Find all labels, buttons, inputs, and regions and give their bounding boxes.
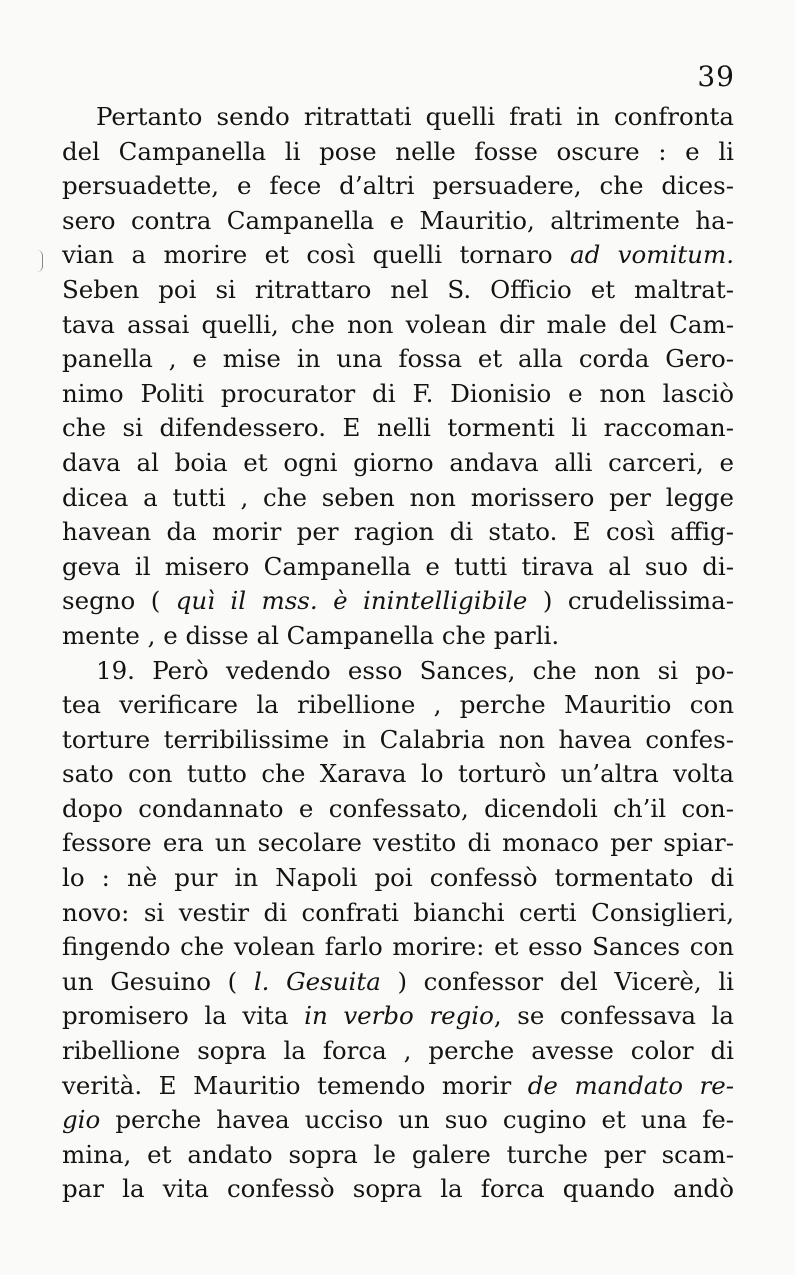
text-line	[62, 861, 734, 896]
text-segment: mente , e disse al Campanella che parli.	[62, 620, 560, 650]
text-segment: dava al boia et ogni giorno andava alli carceri, e	[62, 447, 734, 477]
text-line	[62, 515, 734, 550]
text-line	[62, 204, 734, 239]
text-segment: vian a morire et così quelli tornaro	[62, 240, 570, 270]
text-segment: verità. E Mauritio temendo morir	[62, 1070, 528, 1100]
text-line	[62, 446, 734, 481]
text-line	[62, 688, 734, 723]
text-line	[62, 377, 734, 412]
text-segment: ) crudelissima-	[527, 586, 734, 616]
text-segment: mina, et andato sopra le galere turche per scam-	[62, 1139, 734, 1169]
text-segment: torture terribilissime in Calabria non havea confes-	[62, 724, 734, 754]
text-segment: Pertanto sendo ritrattati quelli frati in confronta	[96, 102, 734, 131]
text-segment: dicea a tutti , che seben non morissero per legge	[62, 482, 734, 512]
italic-text: quì il mss. è inintelligibile	[175, 586, 528, 616]
text-line	[62, 723, 734, 758]
body-text	[62, 100, 734, 1207]
text-segment: , se confessava la	[493, 1001, 735, 1031]
text-line	[62, 100, 734, 135]
text-segment: 19. Però vedendo esso Sances, che non si po-	[96, 655, 734, 685]
text-segment: del Campanella li pose nelle fosse oscure : e li	[62, 136, 734, 166]
text-segment: un Gesuino (	[62, 966, 254, 996]
italic-text: de mandato re-	[527, 1070, 734, 1100]
text-segment: tava assai quelli, che non volean dir male del Cam-	[62, 309, 734, 339]
text-line	[62, 654, 734, 689]
text-segment: panella , e mise in una fossa et alla corda Gero-	[62, 344, 734, 374]
text-line	[62, 238, 734, 273]
text-line	[62, 584, 734, 619]
text-line	[62, 1034, 734, 1069]
italic-text: gio	[62, 1105, 101, 1135]
text-segment: havean da morir per ragion di stato. E così affig-	[62, 517, 734, 547]
text-line	[62, 550, 734, 585]
text-segment: che si difendessero. E nelli tormenti li raccoman-	[62, 413, 734, 443]
italic-text: in verbo regio	[304, 1001, 494, 1031]
text-segment: fingendo che volean farlo morire: et esso Sances con	[62, 932, 734, 962]
text-line	[62, 411, 734, 446]
text-line	[62, 1069, 734, 1104]
text-segment: segno (	[62, 586, 176, 616]
text-segment: promisero la vita	[62, 1001, 305, 1031]
text-line	[62, 965, 734, 1000]
text-line	[62, 273, 734, 308]
text-line	[62, 896, 734, 931]
text-line	[62, 792, 734, 827]
text-line	[62, 1103, 734, 1138]
text-line	[62, 930, 734, 965]
text-segment: sero contra Campanella e Mauritio, altrimente ha-	[62, 205, 734, 235]
text-segment: perche havea ucciso un suo cugino et una fe-	[100, 1105, 734, 1135]
text-segment: fessore era un secolare vestito di monaco per spiar-	[62, 828, 734, 858]
italic-text: ad vomitum.	[570, 240, 734, 270]
text-segment: sato con tutto che Xarava lo torturò un’altra volta	[62, 759, 734, 789]
italic-text: l. Gesuita	[253, 966, 381, 996]
text-line	[62, 342, 734, 377]
page-number: 39	[697, 60, 735, 93]
text-segment: dopo condannato e confessato, dicendoli ch’il con-	[62, 793, 734, 823]
text-segment: ) confessor del Vicerè, li	[380, 966, 734, 996]
text-segment: par la vita confessò sopra la forca quando andò	[62, 1174, 734, 1204]
text-line	[62, 999, 734, 1034]
text-line	[62, 481, 734, 516]
text-line	[62, 1138, 734, 1173]
text-line	[62, 1172, 734, 1207]
text-line	[62, 169, 734, 204]
text-line	[62, 826, 734, 861]
text-segment: lo : nè pur in Napoli poi confessò tormentato di	[62, 863, 734, 893]
text-line	[62, 757, 734, 792]
text-line	[62, 308, 734, 343]
text-segment: nimo Politi procurator di F. Dionisio e non lasciò	[62, 378, 734, 408]
text-line	[62, 619, 734, 654]
text-segment: tea verificare la ribellione , perche Mauritio con	[62, 690, 734, 720]
text-segment: novo: si vestir di confrati bianchi certi Consiglieri,	[62, 897, 734, 927]
text-segment: Seben poi si ritrattaro nel S. Officio et maltrat-	[62, 274, 734, 304]
text-line	[62, 135, 734, 170]
text-segment: ribellione sopra la forca , perche avesse color di	[62, 1036, 734, 1066]
text-segment: persuadette, e fece d’altri persuadere, che dices-	[62, 171, 734, 201]
text-segment: geva il misero Campanella e tutti tirava al suo di-	[62, 551, 734, 581]
margin-mark	[36, 250, 43, 272]
